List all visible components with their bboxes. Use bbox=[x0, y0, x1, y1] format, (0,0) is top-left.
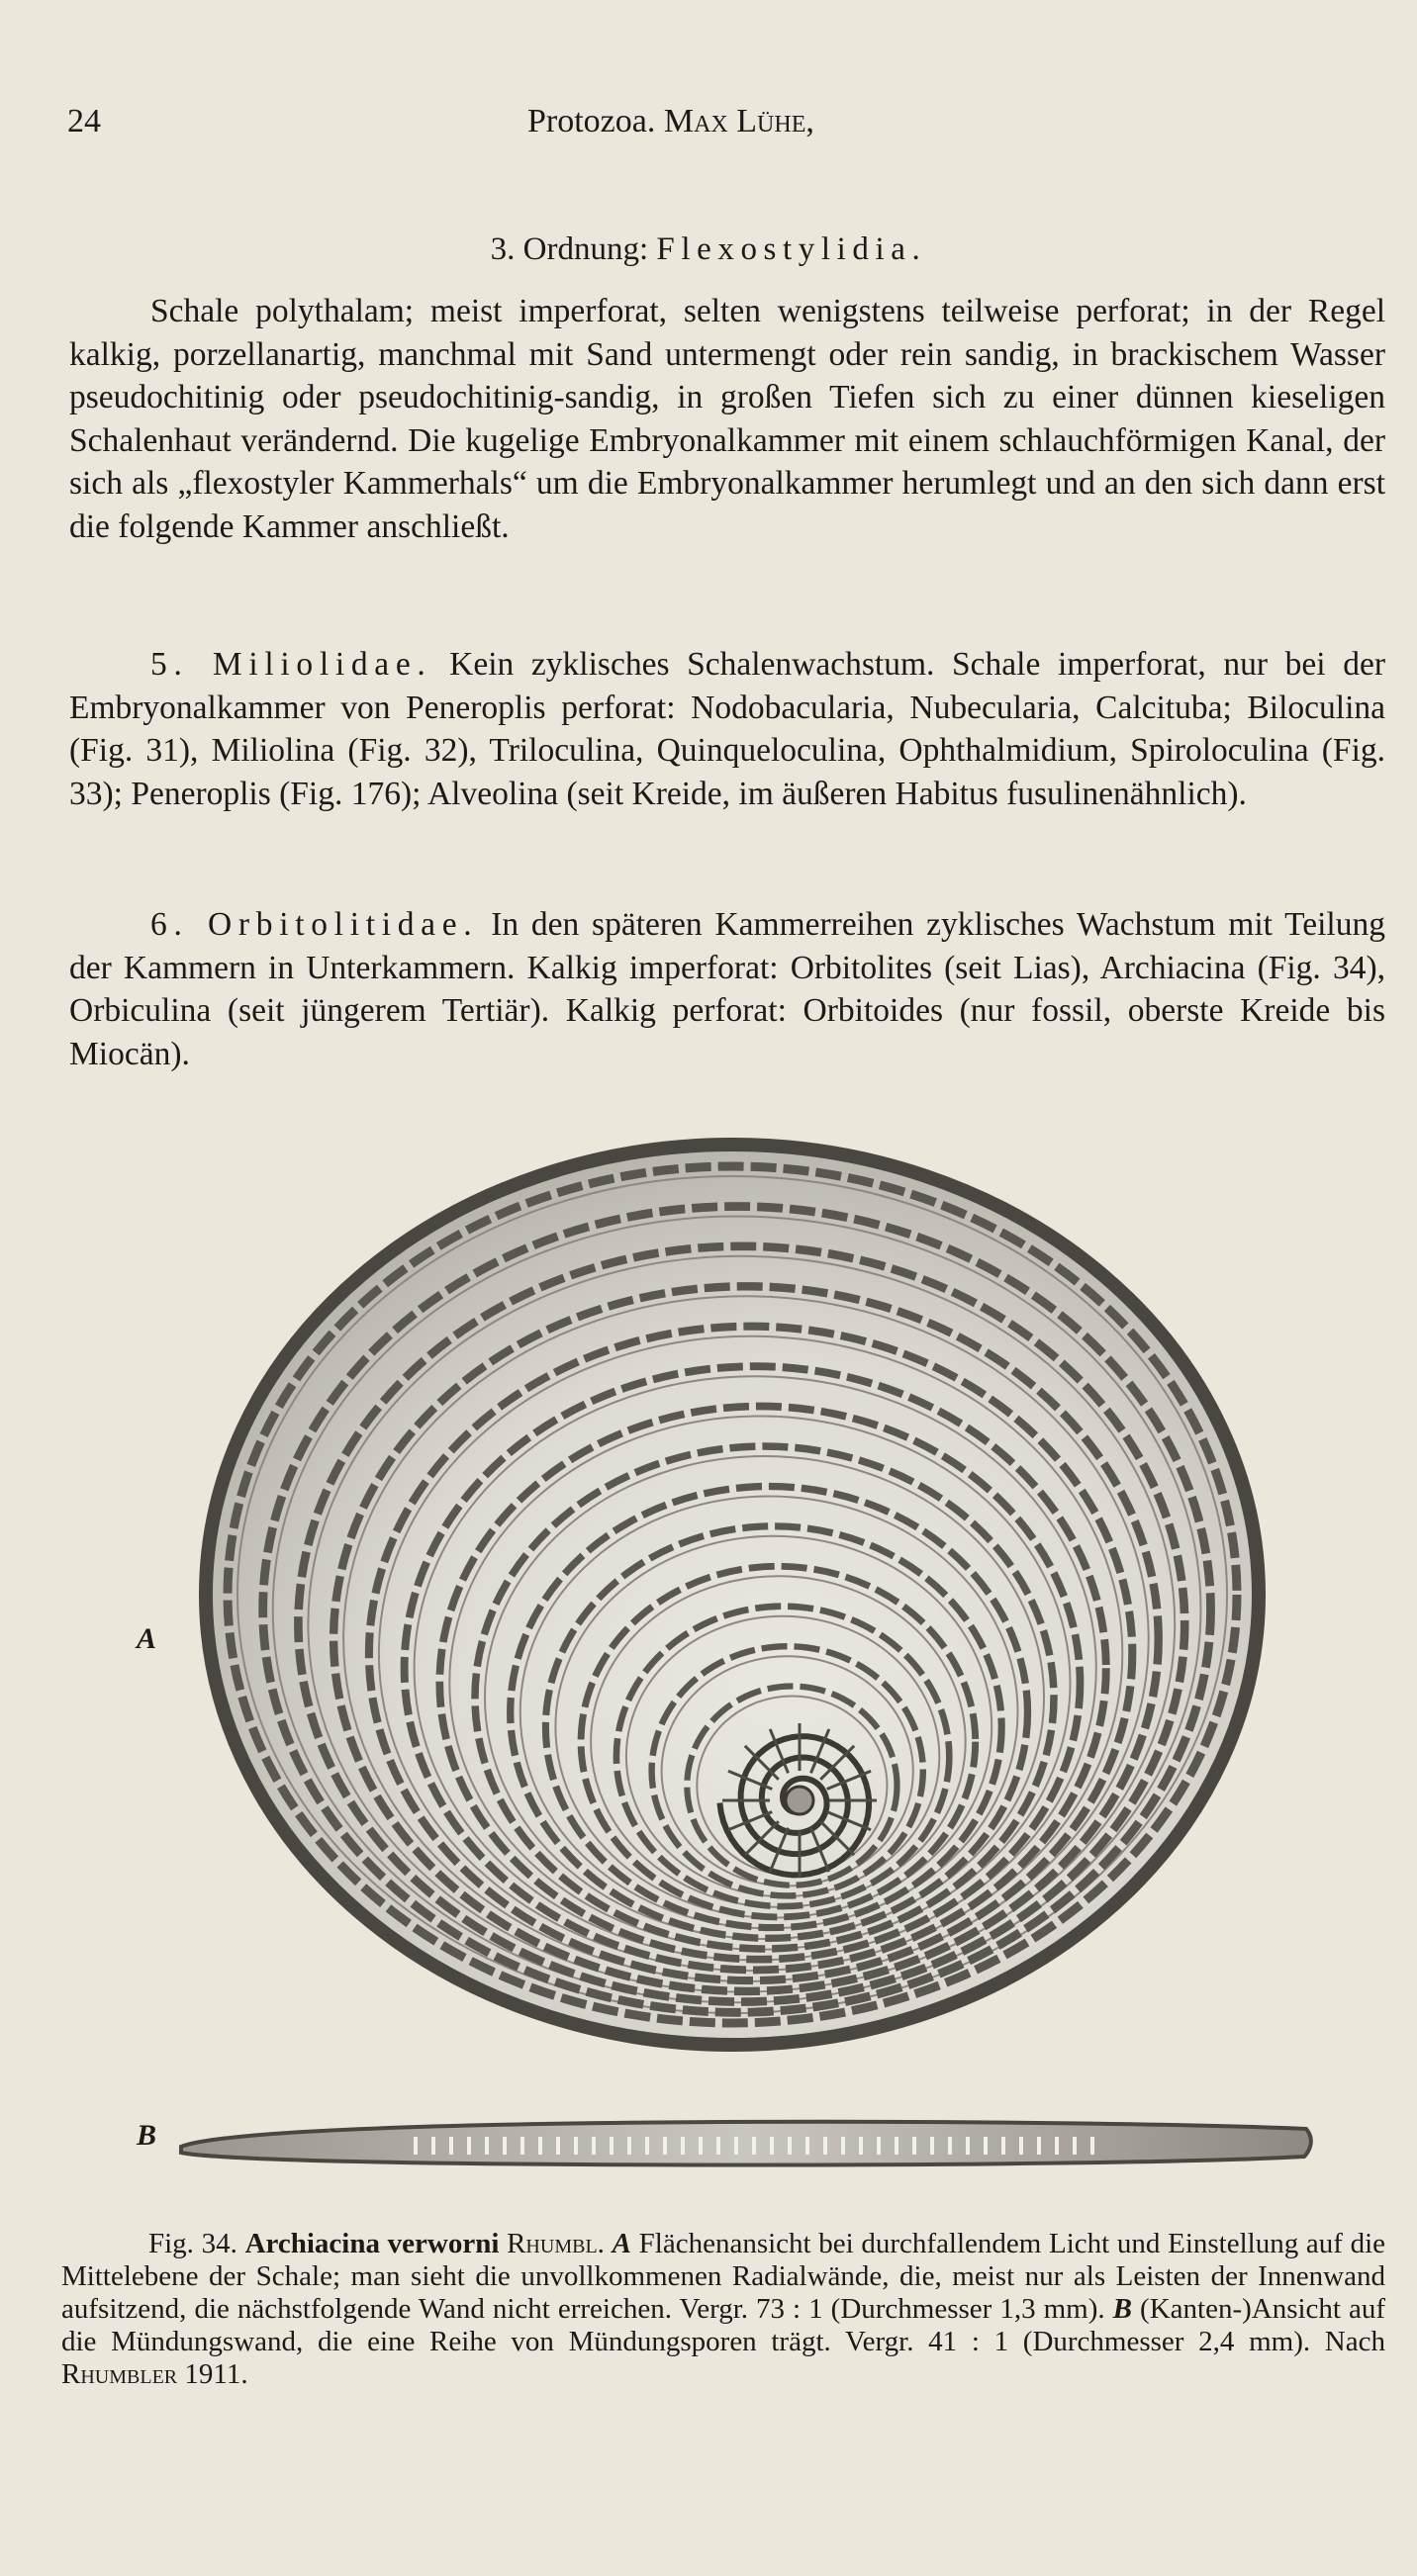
family-orbitolitidae: 6. Orbitolitidae. bbox=[150, 906, 479, 943]
specimen-b-edge-view bbox=[181, 2122, 1311, 2165]
figure-illustration bbox=[0, 1118, 1417, 2216]
paragraph-miliolidae bbox=[69, 643, 1385, 815]
caption-species: Archiacina verworni bbox=[244, 2228, 500, 2259]
caption-reference-author: Rhumbler bbox=[61, 2358, 178, 2390]
running-head-author: Max Lühe, bbox=[663, 103, 814, 139]
paragraph-description: Schale polythalam; meist imperforat, selten wenigstens teilweise perforat; in der Regel kalkig, porzellanartig, manchmal mit Sand untermengt oder rein sandig, in brackischem Wasser pseudochitinig oder pseudochitinig-sandig, in großen Tiefen sich zu einer dünnen kieseligen Schalenhaut verändernd. Die kugelige Embryonalkammer mit einem schlauchförmigen Kanal, der sich als „flexostyler Kammerhals“ um die Embryonalkammer herumlegt und an den sich dann erst die folgende Kammer anschließt. bbox=[69, 293, 1385, 545]
figure-caption bbox=[61, 2228, 1385, 2391]
orbitolitidae-text: In den späteren Kammerreihen zyklisches Wachstum mit Teilung der Kammern in Unterkammern. Kalkig imperforat: Orbitolites (seit Lias), Archiacina (Fig. 34), Orbiculina (seit jüngerem Tertiär). Kalkig perforat: Orbitoides (nur fossil, oberste Kreide bis Miocän). bbox=[69, 906, 1385, 1072]
figure-34 bbox=[0, 1118, 1417, 2216]
specimen-a-face-view bbox=[206, 1145, 1259, 2045]
caption-letter-a: A bbox=[612, 2228, 631, 2259]
miliolidae-text: Kein zyklisches Schalenwachstum. Schale imperforat, nur bei der Embryonalkammer von Peneroplis perforat: Nodobacularia, Nubecularia, Calcituba; Biloculina (Fig. 31), Miliolina (Fig. 32), Triloculina, Quinqueloculina, Ophthalmidium, Spiroloculina (Fig. 33); Peneroplis (Fig. 176); Alveolina (seit Kreide, im äußeren Habitus fusulinenähnlich). bbox=[69, 646, 1386, 812]
paragraph-orbitolitidae bbox=[69, 903, 1385, 1075]
caption-reference-year: 1911. bbox=[184, 2358, 248, 2390]
caption-letter-b: B bbox=[1112, 2293, 1133, 2325]
running-head-prefix: Protozoa. bbox=[527, 103, 656, 139]
embryonic-chamber bbox=[786, 1787, 813, 1814]
figure-label-a: A bbox=[137, 1622, 157, 1655]
family-miliolidae: 5. Miliolidae. bbox=[150, 646, 432, 683]
order-name: Flexostylidia. bbox=[656, 231, 927, 267]
figure-label-b: B bbox=[137, 2119, 157, 2152]
order-heading bbox=[0, 231, 1417, 268]
caption-species-author: Rhumbl. bbox=[507, 2228, 605, 2259]
caption-text-b: (Kanten-)Ansicht auf die Mündungswand, die eine Reihe von Mündungsporen trägt. Vergr. 41 : 1 (Durchmesser 2,4 mm). Nach bbox=[61, 2293, 1386, 2357]
caption-text-a: Flächenansicht bei durchfallendem Licht und Einstellung auf die Mittelebene der Schale; man sieht die unvollkommenen Radialwände, die, meist nur als Leisten der Innenwand aufsitzend, die nächstfolgende Wand nicht erreichen. Vergr. 73 : 1 (Durchmesser 1,3 mm). bbox=[61, 2228, 1386, 2325]
page-header bbox=[67, 103, 1350, 152]
caption-fig-number: Fig. 34. bbox=[148, 2228, 237, 2259]
edge-outline bbox=[181, 2122, 1311, 2165]
order-prefix: 3. Ordnung: bbox=[490, 231, 649, 267]
running-head bbox=[527, 103, 814, 140]
page-number: 24 bbox=[67, 103, 101, 139]
